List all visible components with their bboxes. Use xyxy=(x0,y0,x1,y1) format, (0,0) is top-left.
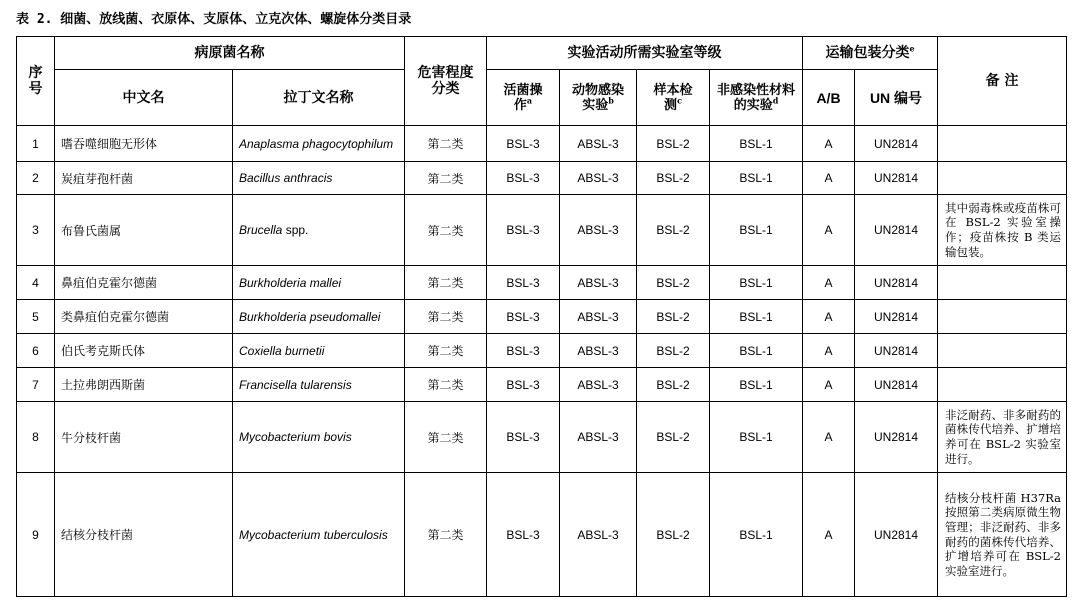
row-number: 5 xyxy=(17,300,55,334)
latin-name xyxy=(233,126,405,162)
hazard-class: 第二类 xyxy=(405,126,487,162)
sample-test-level: BSL-2 xyxy=(637,162,710,195)
live-culture-level: BSL-3 xyxy=(487,195,560,266)
remark xyxy=(938,266,1067,300)
latin-name-text: Brucella xyxy=(239,223,283,237)
header-animal-sup: b xyxy=(608,95,614,106)
table-caption: 表 2. 细菌、放线菌、衣原体、支原体、立克次体、螺旋体分类目录 xyxy=(16,12,412,27)
animal-infection-level: ABSL-3 xyxy=(560,402,637,473)
hazard-class: 第二类 xyxy=(405,266,487,300)
latin-name xyxy=(233,266,405,300)
animal-infection-level: ABSL-3 xyxy=(560,162,637,195)
header-transport-text: 运输包装分类 xyxy=(825,45,910,61)
header-lab-level: 实验活动所需实验室等级 xyxy=(487,37,803,70)
header-seq: 序号 xyxy=(17,37,55,126)
animal-infection-level: ABSL-3 xyxy=(560,334,637,368)
noninfectious-level: BSL-1 xyxy=(710,266,803,300)
noninfectious-level: BSL-1 xyxy=(710,473,803,597)
chinese-name: 类鼻疽伯克霍尔德菌 xyxy=(55,300,233,334)
hazard-class: 第二类 xyxy=(405,368,487,402)
animal-infection-level: ABSL-3 xyxy=(560,300,637,334)
header-live-culture xyxy=(487,70,560,126)
latin-name-text: Burkholderia mallei xyxy=(239,275,342,290)
live-culture-level: BSL-3 xyxy=(487,162,560,195)
header-noninfect-text: 非感染性材料的实验 xyxy=(716,82,795,113)
animal-infection-level: ABSL-3 xyxy=(560,266,637,300)
table-row xyxy=(17,266,1067,300)
header-noninfect xyxy=(710,70,803,126)
noninfectious-level: BSL-1 xyxy=(710,300,803,334)
live-culture-level: BSL-3 xyxy=(487,300,560,334)
transport-ab: A xyxy=(803,473,855,597)
transport-ab: A xyxy=(803,300,855,334)
latin-name xyxy=(233,195,405,266)
header-ab: A/B xyxy=(803,70,855,126)
hazard-class: 第二类 xyxy=(405,334,487,368)
animal-infection-level: ABSL-3 xyxy=(560,368,637,402)
live-culture-level: BSL-3 xyxy=(487,368,560,402)
row-number: 6 xyxy=(17,334,55,368)
chinese-name: 结核分枝杆菌 xyxy=(55,473,233,597)
header-sample xyxy=(637,70,710,126)
header-chinese-name: 中文名 xyxy=(55,70,233,126)
sample-test-level: BSL-2 xyxy=(637,368,710,402)
header-transport xyxy=(803,37,938,70)
un-number: UN2814 xyxy=(855,334,938,368)
remark xyxy=(938,334,1067,368)
noninfectious-level: BSL-1 xyxy=(710,195,803,266)
transport-ab: A xyxy=(803,402,855,473)
un-number: UN2814 xyxy=(855,162,938,195)
transport-ab: A xyxy=(803,368,855,402)
table-row xyxy=(17,300,1067,334)
table-row xyxy=(17,126,1067,162)
latin-name-text: Anaplasma phagocytophilum xyxy=(239,136,394,151)
un-number: UN2814 xyxy=(855,195,938,266)
remark xyxy=(938,300,1067,334)
chinese-name: 伯氏考克斯氏体 xyxy=(55,334,233,368)
row-number: 2 xyxy=(17,162,55,195)
latin-name-text: Bacillus anthracis xyxy=(239,171,333,185)
un-number: UN2814 xyxy=(855,368,938,402)
live-culture-level: BSL-3 xyxy=(487,334,560,368)
table-row xyxy=(17,473,1067,597)
live-culture-level: BSL-3 xyxy=(487,473,560,597)
sample-test-level: BSL-2 xyxy=(637,300,710,334)
table-row xyxy=(17,368,1067,402)
chinese-name: 炭疽芽孢杆菌 xyxy=(55,162,233,195)
chinese-name: 鼻疽伯克霍尔德菌 xyxy=(55,266,233,300)
hazard-class: 第二类 xyxy=(405,473,487,597)
remark: 其中弱毒株或疫苗株可在 BSL-2 实验室操作；疫苗株按 B 类运输包装。 xyxy=(938,195,1067,266)
noninfectious-level: BSL-1 xyxy=(710,162,803,195)
sample-test-level: BSL-2 xyxy=(637,195,710,266)
row-number: 8 xyxy=(17,402,55,473)
live-culture-level: BSL-3 xyxy=(487,266,560,300)
sample-test-level: BSL-2 xyxy=(637,473,710,597)
chinese-name: 嗜吞噬细胞无形体 xyxy=(55,126,233,162)
header-sample-text: 样本检测 xyxy=(653,82,693,113)
noninfectious-level: BSL-1 xyxy=(710,402,803,473)
chinese-name: 土拉弗朗西斯菌 xyxy=(55,368,233,402)
header-un: UN 编号 xyxy=(855,70,938,126)
table-row xyxy=(17,162,1067,195)
header-live-culture-text: 活菌操作 xyxy=(503,82,543,113)
header-live-culture-sup: a xyxy=(526,95,533,106)
latin-name-text: Mycobacterium bovis xyxy=(239,430,352,444)
header-noninfect-sup: d xyxy=(772,95,779,106)
table-row xyxy=(17,195,1067,266)
transport-ab: A xyxy=(803,126,855,162)
latin-name xyxy=(233,473,405,597)
remark: 非泛耐药、非多耐药的菌株传代培养、扩增培养可在 BSL-2 实验室进行。 xyxy=(938,402,1067,473)
latin-name-text: Coxiella burnetii xyxy=(239,343,325,358)
table-row xyxy=(17,402,1067,473)
noninfectious-level: BSL-1 xyxy=(710,126,803,162)
animal-infection-level: ABSL-3 xyxy=(560,126,637,162)
transport-ab: A xyxy=(803,334,855,368)
row-number: 4 xyxy=(17,266,55,300)
row-number: 7 xyxy=(17,368,55,402)
sample-test-level: BSL-2 xyxy=(637,334,710,368)
header-animal xyxy=(560,70,637,126)
header-latin-name: 拉丁文名称 xyxy=(233,70,405,126)
pathogen-classification-table xyxy=(16,36,1067,597)
un-number: UN2814 xyxy=(855,126,938,162)
header-pathogen-name: 病原菌名称 xyxy=(55,37,405,70)
header-remarks: 备 注 xyxy=(938,37,1067,126)
sample-test-level: BSL-2 xyxy=(637,402,710,473)
latin-name xyxy=(233,334,405,368)
transport-ab: A xyxy=(803,266,855,300)
row-number: 3 xyxy=(17,195,55,266)
row-number: 1 xyxy=(17,126,55,162)
latin-name-suffix: spp. xyxy=(282,223,309,237)
hazard-class: 第二类 xyxy=(405,195,487,266)
sample-test-level: BSL-2 xyxy=(637,126,710,162)
remark: 结核分枝杆菌 H37Ra 按照第二类病原微生物管理；非泛耐药、非多耐药的菌株传代培养、扩增培养可在 BSL-2 实验室进行。 xyxy=(938,473,1067,597)
latin-name-text: Francisella tularensis xyxy=(239,377,352,392)
header-animal-text: 动物感染实验 xyxy=(572,82,625,113)
animal-infection-level: ABSL-3 xyxy=(560,195,637,266)
latin-name xyxy=(233,300,405,334)
remark xyxy=(938,162,1067,195)
remark xyxy=(938,126,1067,162)
latin-name xyxy=(233,402,405,473)
chinese-name: 牛分枝杆菌 xyxy=(55,402,233,473)
un-number: UN2814 xyxy=(855,473,938,597)
header-sample-sup: c xyxy=(677,95,682,106)
live-culture-level: BSL-3 xyxy=(487,402,560,473)
hazard-class: 第二类 xyxy=(405,402,487,473)
un-number: UN2814 xyxy=(855,300,938,334)
live-culture-level: BSL-3 xyxy=(487,126,560,162)
table-row xyxy=(17,334,1067,368)
transport-ab: A xyxy=(803,195,855,266)
hazard-class: 第二类 xyxy=(405,300,487,334)
un-number: UN2814 xyxy=(855,402,938,473)
row-number: 9 xyxy=(17,473,55,597)
remark xyxy=(938,368,1067,402)
noninfectious-level: BSL-1 xyxy=(710,334,803,368)
sample-test-level: BSL-2 xyxy=(637,266,710,300)
header-transport-sup: e xyxy=(909,43,915,54)
table-body xyxy=(17,126,1067,597)
hazard-class: 第二类 xyxy=(405,162,487,195)
latin-name xyxy=(233,368,405,402)
latin-name-text: Mycobacterium tuberculosis xyxy=(239,527,388,542)
un-number: UN2814 xyxy=(855,266,938,300)
chinese-name: 布鲁氏菌属 xyxy=(55,195,233,266)
animal-infection-level: ABSL-3 xyxy=(560,473,637,597)
noninfectious-level: BSL-1 xyxy=(710,368,803,402)
transport-ab: A xyxy=(803,162,855,195)
header-hazard: 危害程度分类 xyxy=(405,37,487,126)
latin-name xyxy=(233,162,405,195)
latin-name-text: Burkholderia pseudomallei xyxy=(239,309,381,324)
